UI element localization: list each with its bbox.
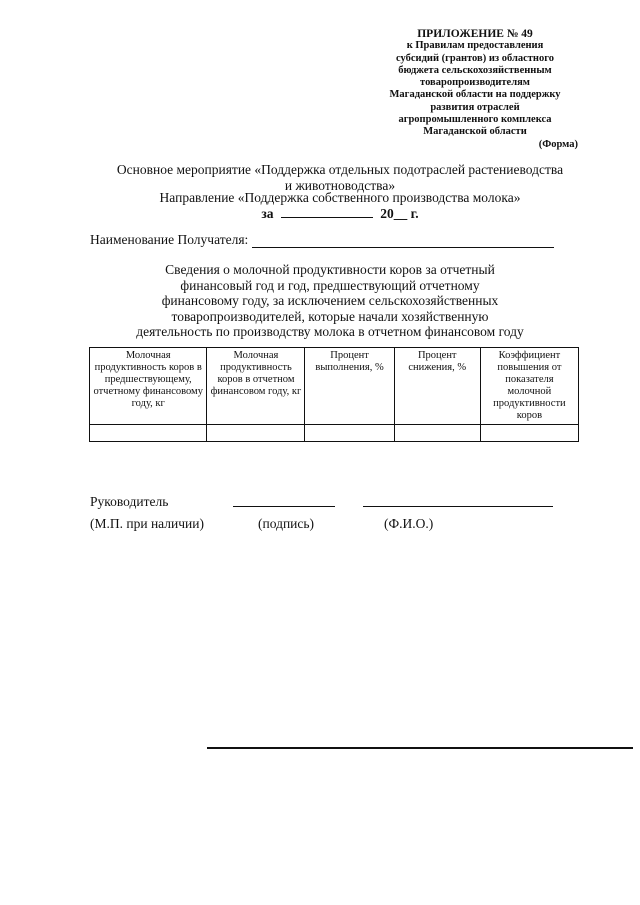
appendix-line: развития отраслей bbox=[430, 101, 520, 113]
column-header: Процент выполнения, % bbox=[305, 348, 394, 425]
column-header: Молочная продуктивность коров в отчетном финансовом году, кг bbox=[207, 348, 305, 425]
recipient-blank[interactable] bbox=[252, 235, 554, 248]
table-row bbox=[90, 425, 579, 442]
appendix-line: Магаданской области на поддержку bbox=[389, 89, 561, 101]
table-cell[interactable] bbox=[480, 425, 578, 442]
recipient-label: Наименование Получателя: bbox=[90, 232, 249, 247]
main-event-line: Основное мероприятие «Поддержка отдельных подотраслей растениеводства bbox=[116, 162, 564, 177]
signature-caption: (подпись) bbox=[258, 516, 315, 531]
stamp-caption: (М.П. при наличии) bbox=[90, 516, 204, 531]
name-blank[interactable] bbox=[363, 506, 553, 507]
direction-heading: Направление «Поддержка собственного производства молока» bbox=[159, 190, 521, 205]
title-line: деятельность по производству молока в отчетном финансовом году bbox=[136, 324, 524, 339]
column-header: Молочная продуктивность коров в предшествующему, отчетному финансовому году, кг bbox=[90, 348, 207, 425]
appendix-number: ПРИЛОЖЕНИЕ № 49 bbox=[417, 28, 533, 40]
signature-blank[interactable] bbox=[233, 506, 335, 507]
table-cell[interactable] bbox=[394, 425, 480, 442]
document-title bbox=[100, 262, 560, 340]
name-caption: (Ф.И.О.) bbox=[384, 516, 434, 531]
title-line: финансовому году, за исключением сельскохозяйственных bbox=[161, 293, 499, 308]
reporting-period bbox=[60, 206, 620, 222]
appendix-line: товаропроизводителям bbox=[420, 77, 530, 89]
form-label: (Форма) bbox=[538, 138, 578, 150]
period-year: 20__ г. bbox=[380, 206, 419, 221]
appendix-line: субсидий (грантов) из областного bbox=[396, 52, 554, 64]
appendix-header bbox=[350, 28, 600, 151]
head-signature-label: Руководитель bbox=[90, 494, 169, 509]
period-blank[interactable] bbox=[281, 206, 373, 218]
recipient-row bbox=[90, 232, 554, 248]
productivity-table bbox=[89, 347, 579, 442]
appendix-line: агропромышленного комплекса bbox=[398, 114, 552, 126]
column-header: Процент снижения, % bbox=[394, 348, 480, 425]
appendix-line: Магаданской области bbox=[423, 126, 527, 138]
table-header-row bbox=[90, 348, 579, 425]
appendix-line: бюджета сельскохозяйственным bbox=[398, 64, 552, 76]
table-cell[interactable] bbox=[90, 425, 207, 442]
title-line: Сведения о молочной продуктивности коров за отчетный bbox=[165, 262, 495, 277]
table-cell[interactable] bbox=[207, 425, 305, 442]
title-line: товаропроизводителей, которые начали хозяйственную bbox=[171, 308, 489, 324]
column-header: Коэффициент повышения от показателя молочной продуктивности коров bbox=[480, 348, 578, 425]
page-bottom-rule bbox=[207, 747, 633, 749]
main-event-line: и животноводства» bbox=[284, 178, 396, 193]
table-cell[interactable] bbox=[305, 425, 394, 442]
appendix-line: к Правилам предоставления bbox=[406, 40, 544, 52]
title-line: финансовый год и год, предшествующий отчетному bbox=[180, 277, 480, 293]
period-prefix: за bbox=[261, 206, 274, 221]
